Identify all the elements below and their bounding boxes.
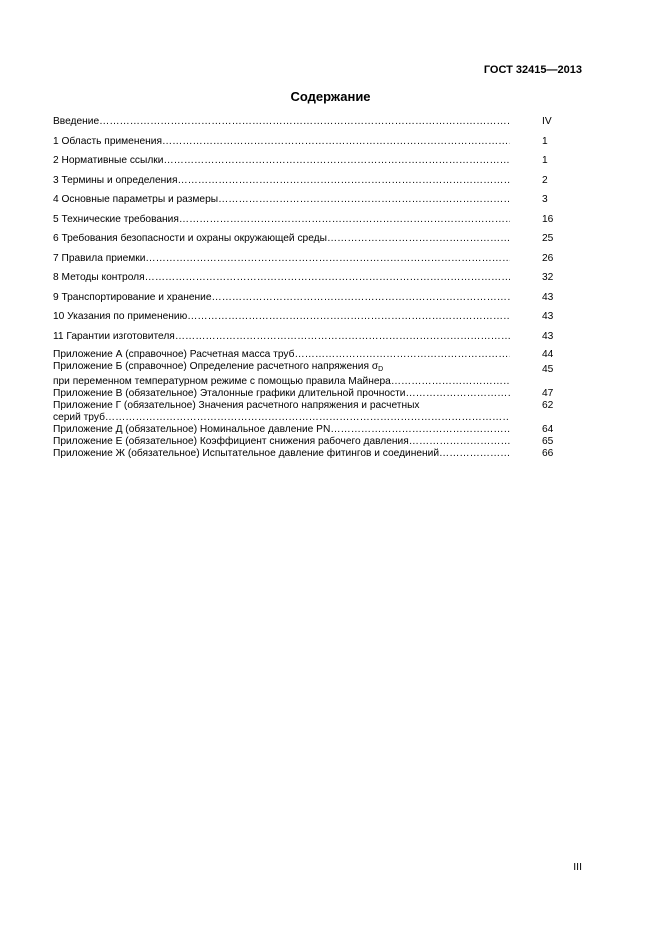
toc-entry[interactable]: 7 Правила приемки …………………………………………………………………………………………………………………………………………………………………… 26: [53, 252, 588, 265]
toc-entry-page: 2: [542, 175, 548, 186]
toc-entry-page: 43: [542, 292, 554, 303]
toc-entry[interactable]: 3 Термины и определения …………………………………………………………………………………………………………………………………………………………………… 2: [53, 174, 588, 187]
toc-entry-page: 65: [542, 435, 554, 447]
toc-entry[interactable]: 5 Технические требования …………………………………………………………………………………………………………………………………………………………………… 16: [53, 213, 588, 226]
toc-entry-page: 64: [542, 423, 554, 435]
toc-entry[interactable]: Введение …………………………………………………………………………………………………………………………………………………………………… IV: [53, 115, 588, 128]
toc-entry[interactable]: 2 Нормативные ссылки …………………………………………………………………………………………………………………………………………………………………… 1: [53, 154, 588, 167]
toc-entry[interactable]: 10 Указания по применению …………………………………………………………………………………………………………………………………………………………………… 43: [53, 310, 588, 323]
toc-entry[interactable]: 9 Транспортирование и хранение …………………………………………………………………………………………………………………………………………………………………… 43: [53, 291, 588, 304]
toc-entry[interactable]: 4 Основные параметры и размеры …………………………………………………………………………………………………………………………………………………………………… 3: [53, 193, 588, 206]
toc-entry-page: IV: [542, 116, 552, 127]
toc-entry[interactable]: 1 Область применения …………………………………………………………………………………………………………………………………………………………………… 1: [53, 135, 588, 148]
toc-entry-page: 62: [542, 399, 554, 411]
toc-appendix-entry[interactable]: Приложение Б (справочное) Определение расчетного напряжения $\sigma_D$ при переменном температурном режиме с помощью правила Майнера …………………………………………………………………………………………………………………………………………………………………… 45: [53, 361, 588, 388]
toc-appendix-entry[interactable]: Приложение Е (обязательное) Коэффициент снижения рабочего давления …………………………………………………………………………………………………………………………………………………………………… 65: [53, 436, 588, 448]
toc-entry-page: 1: [542, 155, 548, 166]
toc-entry-page: 25: [542, 233, 554, 244]
table-of-contents: [53, 115, 588, 460]
toc-entry[interactable]: 8 Методы контроля …………………………………………………………………………………………………………………………………………………………………… 32: [53, 271, 588, 284]
toc-entry-page: 45: [542, 363, 554, 375]
toc-appendix-entry[interactable]: Приложение Д (обязательное) Номинальное давление PN …………………………………………………………………………………………………………………………………………………………………… 64: [53, 424, 588, 436]
toc-entry-page: 16: [542, 214, 554, 225]
toc-entry-page: 44: [542, 349, 554, 360]
toc-entry[interactable]: 11 Гарантии изготовителя …………………………………………………………………………………………………………………………………………………………………… 43: [53, 330, 588, 343]
toc-entry-page: 66: [542, 447, 554, 459]
toc-entry-page: 26: [542, 253, 554, 264]
document-code: ГОСТ 32415—2013: [483, 64, 582, 76]
toc-entry-page: 47: [542, 387, 554, 399]
toc-entry-page: 32: [542, 272, 554, 283]
toc-entry-page: 1: [542, 136, 548, 147]
toc-title: Содержание: [290, 89, 371, 104]
toc-appendix-entry[interactable]: Приложение В (обязательное) Эталонные графики длительной прочности …………………………………………………………………………………………………………………………………………………………………… 47: [53, 388, 588, 400]
toc-entry-page: 43: [542, 331, 554, 342]
toc-appendix-entry[interactable]: Приложение А (справочное) Расчетная масса труб …………………………………………………………………………………………………………………………………………………………………… 44: [53, 349, 588, 361]
toc-appendix-entry[interactable]: Приложение Ж (обязательное) Испытательное давление фитингов и соединений …………………………………………………………………………………………………………………………………………………………………… 66: [53, 448, 588, 460]
toc-entry-page: 3: [542, 194, 548, 205]
toc-entry-page: 43: [542, 311, 554, 322]
toc-appendix-entry[interactable]: Приложение Г (обязательное) Значения расчетного напряжения и расчетных серий труб …………………………………………………………………………………………………………………………………………………………………… 62: [53, 400, 588, 424]
page-number: III: [573, 861, 582, 873]
toc-entry[interactable]: 6 Требования безопасности и охраны окружающей среды …………………………………………………………………………………………………………………………………………………………………… 25: [53, 232, 588, 245]
